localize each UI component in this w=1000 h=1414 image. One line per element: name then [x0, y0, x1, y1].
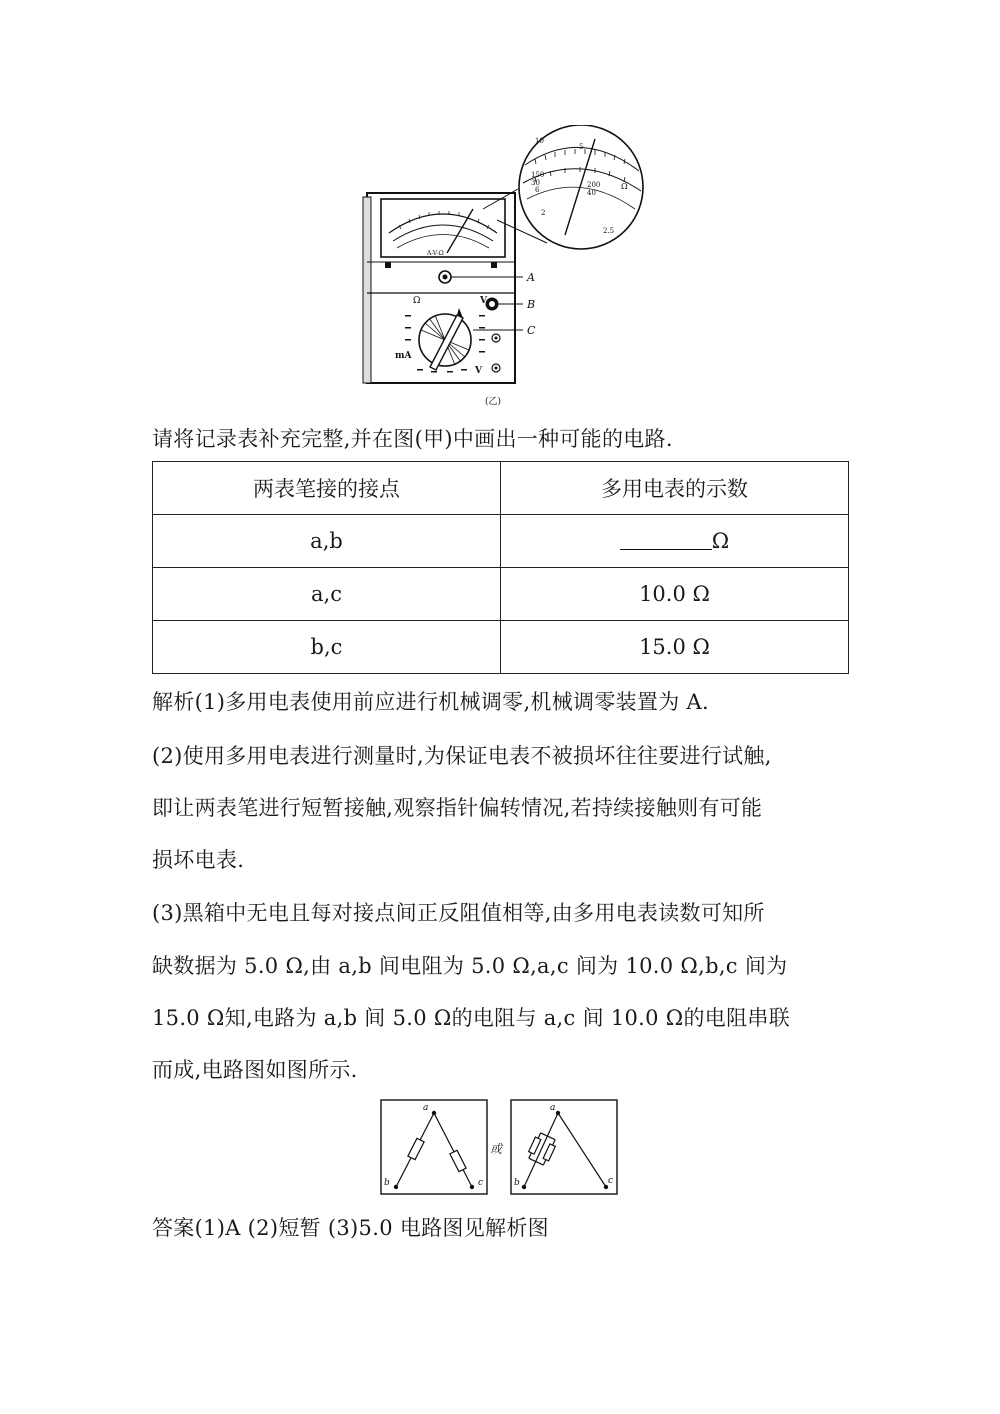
header-reading: 多用电表的示数: [501, 462, 849, 515]
svg-text:Ω: Ω: [621, 182, 628, 191]
analysis-line-1: 解析(1)多用电表使用前应进行机械调零,机械调零装置为 A.: [152, 690, 709, 714]
cell-reading: 15.0 Ω: [501, 621, 849, 674]
svg-text:6: 6: [535, 186, 540, 194]
analysis-line-7: 15.0 Ω知,电路为 a,b 间 5.0 Ω的电阻与 a,c 间 10.0 Ω的电阻串联: [152, 1006, 790, 1030]
cell-points: a,b: [153, 515, 501, 568]
table-row: [153, 621, 849, 674]
callout-c: C: [527, 324, 536, 337]
svg-text:b: b: [514, 1178, 520, 1188]
or-label: 或: [490, 1142, 503, 1156]
cell-reading: 10.0 Ω: [501, 568, 849, 621]
header-points: 两表笔接的接点: [153, 462, 501, 515]
cell-points: b,c: [153, 621, 501, 674]
svg-text:5: 5: [579, 143, 584, 151]
table-row: [153, 568, 849, 621]
analysis-line-3: 即让两表笔进行短暂接触,观察指针偏转情况,若持续接触则有可能: [152, 796, 763, 820]
dial-label-ohm: Ω: [413, 296, 421, 306]
dial-label-ma: mA: [395, 351, 412, 361]
table-header-row: [153, 462, 849, 515]
table-row: [153, 515, 849, 568]
multimeter-diagram: [355, 125, 645, 410]
svg-text:40: 40: [587, 189, 596, 197]
svg-text:150: 150: [531, 171, 545, 179]
analysis-line-2: (2)使用多用电表进行测量时,为保证电表不被损坏往往要进行试触,: [152, 744, 772, 768]
analysis-line-6: 缺数据为 5.0 Ω,由 a,b 间电阻为 5.0 Ω,a,c 间为 10.0 Ω,b,c 间为: [152, 954, 788, 978]
svg-text:a: a: [423, 1103, 429, 1113]
answer-blank: [620, 529, 712, 550]
circuit-figure-series: [380, 1099, 488, 1195]
circuit-figure-parallel: [510, 1099, 618, 1195]
dial-label-v-top: V: [480, 296, 487, 306]
analysis-line-8: 而成,电路图如图所示.: [152, 1058, 358, 1082]
analysis-line-5: (3)黑箱中无电且每对接点间正反阻值相等,由多用电表读数可知所: [152, 901, 765, 925]
svg-text:c: c: [478, 1178, 484, 1188]
svg-text:2: 2: [541, 209, 546, 217]
figure-caption: (乙): [485, 397, 502, 407]
multimeter-figure: [355, 125, 645, 410]
callout-b: B: [527, 298, 536, 311]
record-table: [152, 461, 849, 674]
svg-text:10: 10: [535, 137, 544, 145]
cell-reading: Ω: [501, 515, 849, 568]
instruction-text: 请将记录表补充完整,并在图(甲)中画出一种可能的电路.: [152, 427, 673, 451]
analysis-line-4: 损坏电表.: [152, 848, 245, 872]
panel-label: A-V-Ω: [427, 250, 444, 257]
svg-text:c: c: [608, 1176, 614, 1186]
svg-text:2.5: 2.5: [603, 227, 615, 235]
svg-text:200: 200: [587, 181, 601, 189]
answer-line: 答案(1)A (2)短暂 (3)5.0 电路图见解析图: [152, 1216, 549, 1240]
callout-a: A: [527, 271, 535, 284]
dial-window: [381, 199, 505, 257]
dial-label-v-bottom: V: [475, 366, 482, 376]
svg-text:a: a: [550, 1103, 556, 1113]
cell-points: a,c: [153, 568, 501, 621]
svg-text:b: b: [384, 1178, 390, 1188]
svg-text:30: 30: [531, 179, 540, 187]
